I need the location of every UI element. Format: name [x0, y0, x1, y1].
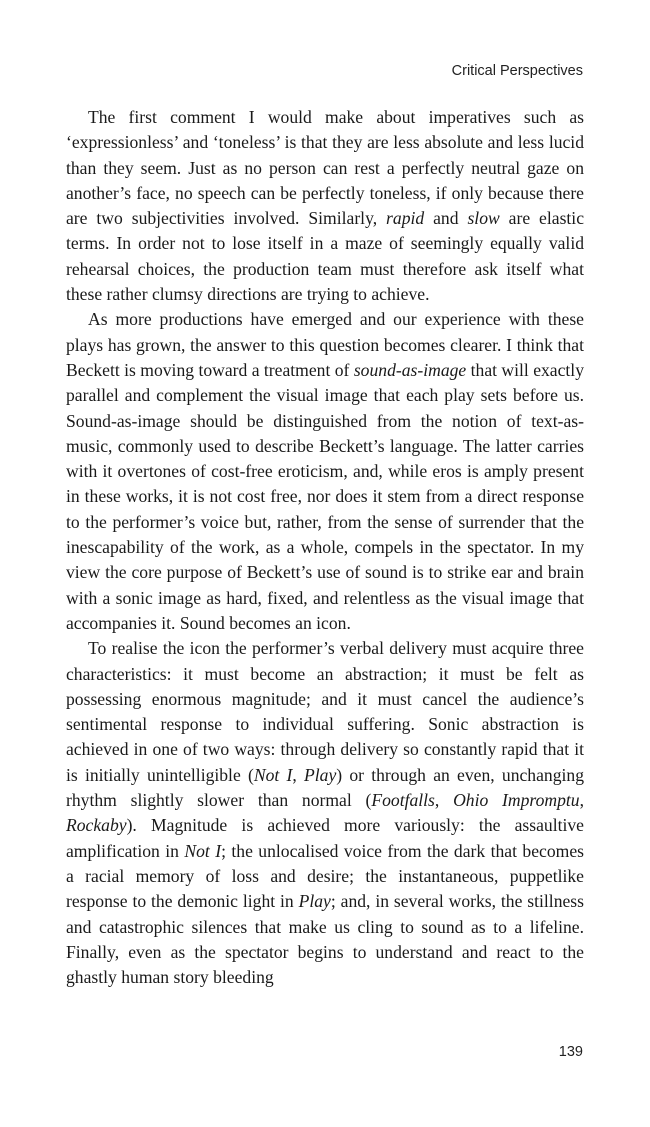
text-run: are elastic terms. In order not to lose itself in a maze of seemingly equally valid rehearsal choices, the production team must therefore ask itself what these rather clumsy directions are trying to achieve. — [66, 208, 584, 305]
text-run: To realise the icon the performer’s verbal delivery must acquire three characteristics: it must become an abstraction; it must be felt as possessing enormous magnitude; and it must cancel the audience’s sentimental response to individual suffering. Sonic abstraction is achieved in one of two ways: through delivery so constantly rapid that it is initially unintelligible ( — [66, 638, 584, 785]
italic-text: Play — [298, 891, 331, 912]
text-run: , — [579, 790, 584, 811]
paragraph — [66, 636, 584, 990]
italic-text: Play — [304, 764, 337, 785]
italic-text: sound-as-image — [353, 359, 467, 380]
page-number: 139 — [558, 1044, 583, 1060]
italic-text: Not I — [253, 764, 293, 785]
italic-text: Footfalls — [371, 790, 435, 811]
body-text — [66, 105, 584, 990]
italic-text: rapid — [386, 208, 425, 229]
paragraph — [66, 307, 584, 636]
text-run: ; and, in several works, the stillness and catastrophic silences that make us cling to sound as to a lifeline. Finally, even as the spectator begins to understand and react to the ghastly human story bleeding — [66, 891, 584, 988]
text-run: that will exactly parallel and complement the visual image that each play sets before us. Sound-as-image should be distinguished from the notion of text-as-music, commonly used to describe Beckett’s language. The latter carries with it overtones of cost-free eroticism, and, while eros is amply present in these works, it is not cost free, nor does it stem from a direct response to the performer’s voice but, rather, from the sense of surrender that the inescapability of the work, as a whole, compels in the spectator. In my view the core purpose of Beckett’s use of sound is to strike ear and brain with a sonic image as hard, fixed, and relentless as the visual image that accompanies it. Sound becomes an icon. — [66, 359, 584, 633]
text-run: and — [424, 208, 468, 229]
paragraph — [66, 105, 584, 307]
text-run: , — [434, 790, 454, 811]
running-head: Critical Perspectives — [451, 63, 583, 79]
text-run: ) or through an even, unchanging rhythm slightly slower than normal ( — [66, 764, 584, 811]
italic-text: Ohio Impromptu — [453, 790, 580, 811]
text-run: , — [292, 764, 305, 785]
italic-text: Rockaby — [66, 815, 127, 836]
text-run: The first comment I would make about imperatives such as ‘expressionless’ and ‘toneless’ is that they are less absolute and less lucid than they seem. Just as no person can rest a perfectly neutral gaze on another’s face, no speech can be perfectly toneless, if only because there are two subjectivities involved. Similarly, — [66, 107, 584, 229]
text-run: ; the unlocalised voice from the dark that becomes a racial memory of loss and desire; the instantaneous, puppetlike response to the demonic light in — [66, 840, 584, 912]
italic-text: slow — [467, 208, 500, 229]
italic-text: Not I — [184, 840, 222, 861]
text-run: As more productions have emerged and our experience with these plays has grown, the answer to this question becomes clearer. I think that Beckett is moving toward a treatment of — [66, 309, 584, 380]
text-run: ). Magnitude is achieved more variously: the assaultive amplification in — [66, 815, 584, 861]
